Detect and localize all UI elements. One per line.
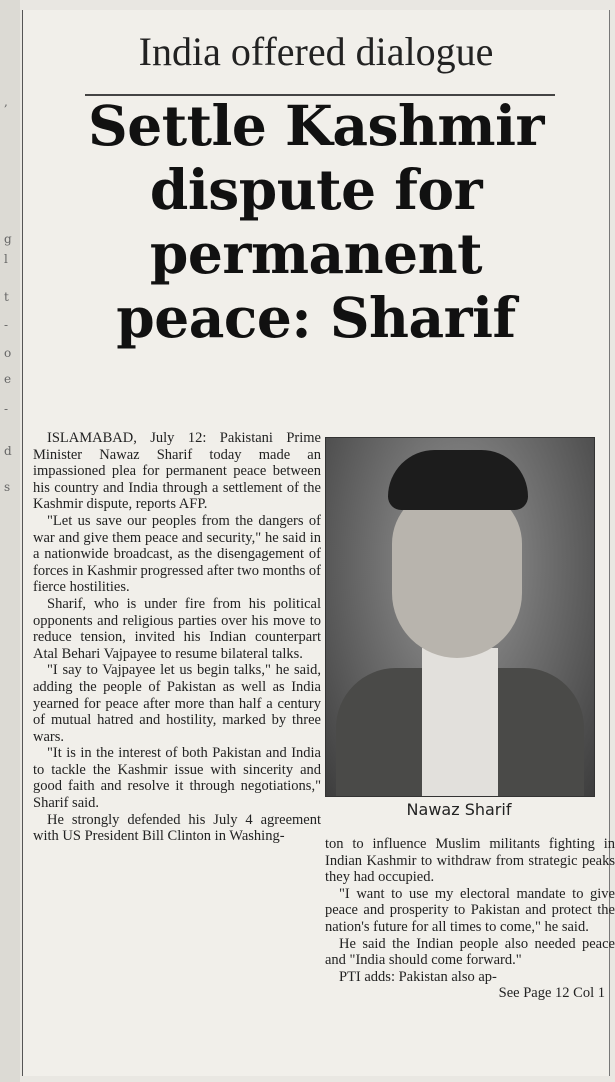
headline-line: peace: Sharif (116, 285, 516, 350)
article-paragraph: Sharif, who is under fire from his political opponents and religious parties over his move to reduce tension, invited his Indian counterpart Atal Behari Vajpayee to resume bilateral talks. (33, 595, 321, 662)
article-column-1 (33, 430, 321, 845)
article-paragraph: "It is in the interest of both Pakistan and India to tackle the Kashmir issue with sincerity and good faith and resolve it through negotiations," Sharif said. (33, 745, 321, 812)
article-paragraph: "I say to Vajpayee let us begin talks," he said, adding the people of Pakistan as well as India yearned for peace after more than half a century of mutual hatred and hostility, marked by three wars. (33, 662, 321, 745)
article-paragraph: ISLAMABAD, July 12: Pakistani Prime Minister Nawaz Sharif today made an impassioned plea for permanent peace between his country and India through a settlement of the Kashmir dispute, reports AFP. (33, 430, 321, 513)
edge-mark: o (4, 346, 12, 360)
newspaper-clipping (22, 10, 615, 1076)
article-paragraph: "Let us save our peoples from the dangers of war and give them peace and security," he said in a nationwide broadcast, as the disengagement of forces in Kashmir progressed after two months of fierce hostilities. (33, 512, 321, 596)
edge-mark: , (4, 95, 8, 109)
edge-mark: e (4, 372, 12, 386)
edge-mark: d (4, 444, 12, 458)
edge-mark: s (4, 480, 11, 494)
article-paragraph: He said the Indian people also needed peace and "India should come forward." (325, 935, 615, 969)
article-paragraph: PTI adds: Pakistan also ap- (339, 968, 497, 985)
headline-line: permanent (149, 221, 483, 286)
article-paragraph: ton to influence Muslim militants fighting in Indian Kashmir to withdraw from strategic peaks they had occupied. (325, 836, 615, 886)
edge-mark: - (4, 402, 9, 416)
headline-line: dispute for (149, 157, 483, 222)
edge-mark: l (4, 252, 8, 266)
adjacent-column-edge (0, 0, 20, 1082)
article-paragraph: He strongly defended his July 4 agreement with US President Bill Clinton in Washing- (33, 811, 321, 845)
jump-line: See Page 12 Col 1 (498, 985, 605, 1002)
edge-mark: - (4, 318, 9, 332)
main-headline (23, 94, 609, 350)
headline-line: Settle Kashmir (87, 93, 544, 158)
portrait-photo (325, 437, 595, 797)
photo-caption: Nawaz Sharif (406, 800, 512, 819)
article-column-2 (325, 836, 615, 1002)
edge-mark: t (4, 290, 9, 304)
article-paragraph: "I want to use my electoral mandate to give peace and prosperity to Pakistan and protect the nation's future for all times to come," he said. (325, 885, 615, 935)
kicker-headline: India offered dialogue (138, 29, 494, 74)
edge-mark: g (4, 232, 12, 246)
